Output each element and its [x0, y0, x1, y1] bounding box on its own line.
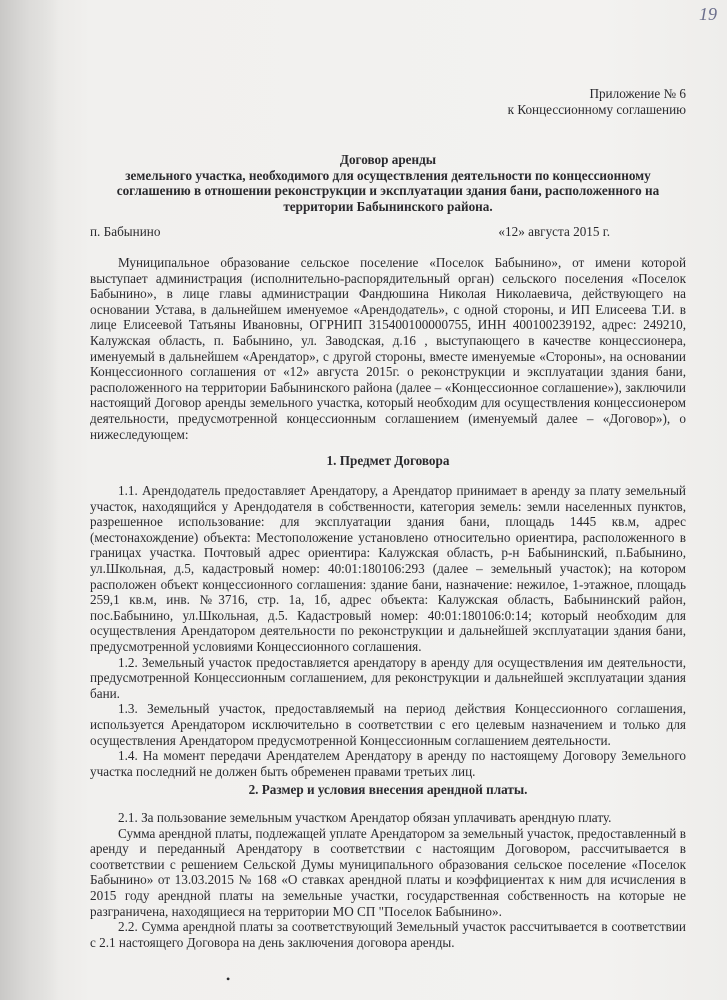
- contract-title: [90, 152, 686, 214]
- appendix-header: [90, 86, 686, 117]
- clause-2-2: 2.2. Сумма арендной платы за соответствующий Земельный участок рассчитывается в соответствии с 2.1 настоящего Договора на день заключения договора аренды.: [90, 919, 686, 950]
- clause-1-2: 1.2. Земельный участок предоставляется арендатору в аренду для осуществления им деятельности, предусмотренной Концессионным соглашением, для реконструкции и дальнейшей эксплуатации здания бани.: [90, 654, 686, 701]
- section1-body: [90, 483, 686, 779]
- title-line2: земельного участка, необходимого для осуществления деятельности по концессионному: [125, 167, 651, 183]
- clause-1-1: 1.1. Арендодатель предоставляет Арендатору, а Арендатор принимает в аренду за плату земельный участок, находящийся у Арендодателя в собственности, категория земель: земли населенных пунктов, разрешенное использование: для эксплуатации здания бани, площадь 1445 кв.м, адрес (местонахождение) объекта: Местоположение установлено относительно ориентира, расположенного в границах участка. Почтовый адрес ориентира: Калужская область, р-н Бабынинский, п.Бабынино, ул.Школьная, д.5, кадастровый номер: 40:01:180106:293 (далее – земельный участок); на котором расположен объект концессионного соглашения: здание бани, назначение: нежилое, 1-этажное, площадь 259,1 кв.м, инв. №3716, стр. 1а, 1б, адрес объекта: Калужская область, Бабынинский район, пос.Бабынино, ул.Школьная, д.5. Кадастровый номер: 40:01:180106:0:14; который необходим для осуществления Арендатором деятельности по реконструкции и дальнейшей эксплуатации здания бани, предусмотренной условиями Концессионного соглашения.: [90, 483, 686, 654]
- clause-2-1: 2.1. За пользование земельным участком Арендатор обязан уплачивать арендную плату.: [118, 810, 612, 825]
- section2-heading: 2. Размер и условия внесения арендной платы.: [248, 782, 528, 797]
- appendix-line2: к Концессионному соглашению: [507, 101, 686, 117]
- scan-mark: •: [226, 972, 231, 986]
- place: п. Бабынино: [90, 224, 161, 239]
- scan-shadow-edge: [0, 0, 58, 1000]
- section1-heading: 1. Предмет Договора: [326, 453, 450, 468]
- clause-1-4: 1.4. На момент передачи Арендателем Арендатору в аренду по настоящему Договору Земельного участка последний не должен быть обременен правами третьих лиц.: [90, 748, 686, 779]
- appendix-line1: Приложение № 6: [589, 86, 686, 101]
- preamble-paragraph: Муниципальное образование сельское поселение «Поселок Бабынино», от имени которой выступает администрация (исполнительно-распорядительный орган) сельского поселения «Поселок Бабынино», в лице главы администрации Фандюшина Николая Николаевича, действующего на основании Устава, в дальнейшем именуемое «Арендодатель», с одной стороны, и ИП Елисеева Т.И. в лице Елисеевой Татьяны Ивановны, ОГРНИП 315400100000755, ИНН 400100239192, адрес: 249210, Калужская область, п. Бабынино, ул. Заводская, д.16 , выступающего в качестве концессионера, именуемый в дальнейшем «Арендатор», с другой стороны, вместе именуемые «Стороны», на основании Концессионного соглашения от «12» августа 2015г. о реконструкции и эксплуатации здания бани, расположенного на территории Бабынинского района (далее – «Концессионное соглашение»), заключили настоящий Договор аренды земельного участка, который необходим для осуществления концессионером деятельности, предусмотренной концессионным соглашением (именуемый далее – «Договор»), о нижеследующем:: [90, 255, 686, 442]
- title-line4: территории Бабынинского района.: [283, 198, 493, 214]
- clause-2-1-text: Сумма арендной платы, подлежащей уплате Арендатором за земельный участок, предоставленный в аренду и переданный Арендатору в соответствии с настоящим Договором, рассчитывается в соответствии с решением Сельской Думы муниципального образования сельское поселение «Поселок Бабынино» от 13.03.2015 № 168 «О ставках арендной платы и коэффициентах к ним для исчисления в 2015 году арендной платы на земельные участки, государственная собственность на которые не разграничена, находящиеся на территории МО СП "Поселок Бабынино».: [90, 825, 686, 919]
- clause-1-3: 1.3. Земельный участок, предоставляемый на период действия Концессионного соглашения, используется Арендатором исключительно в соответствии с его целевым назначением и только для осуществления Арендатором предусмотренной Концессионным соглашением деятельности.: [90, 701, 686, 748]
- title-line3: соглашению в отношении реконструкции и эксплуатации здания бани, расположенного на: [116, 183, 660, 199]
- handwritten-page-number: 19: [699, 4, 717, 24]
- place-date-row: [90, 224, 610, 240]
- contract-date: «12» августа 2015 г.: [498, 224, 610, 239]
- section2-body: [90, 810, 686, 950]
- title-line1: Договор аренды: [339, 152, 437, 167]
